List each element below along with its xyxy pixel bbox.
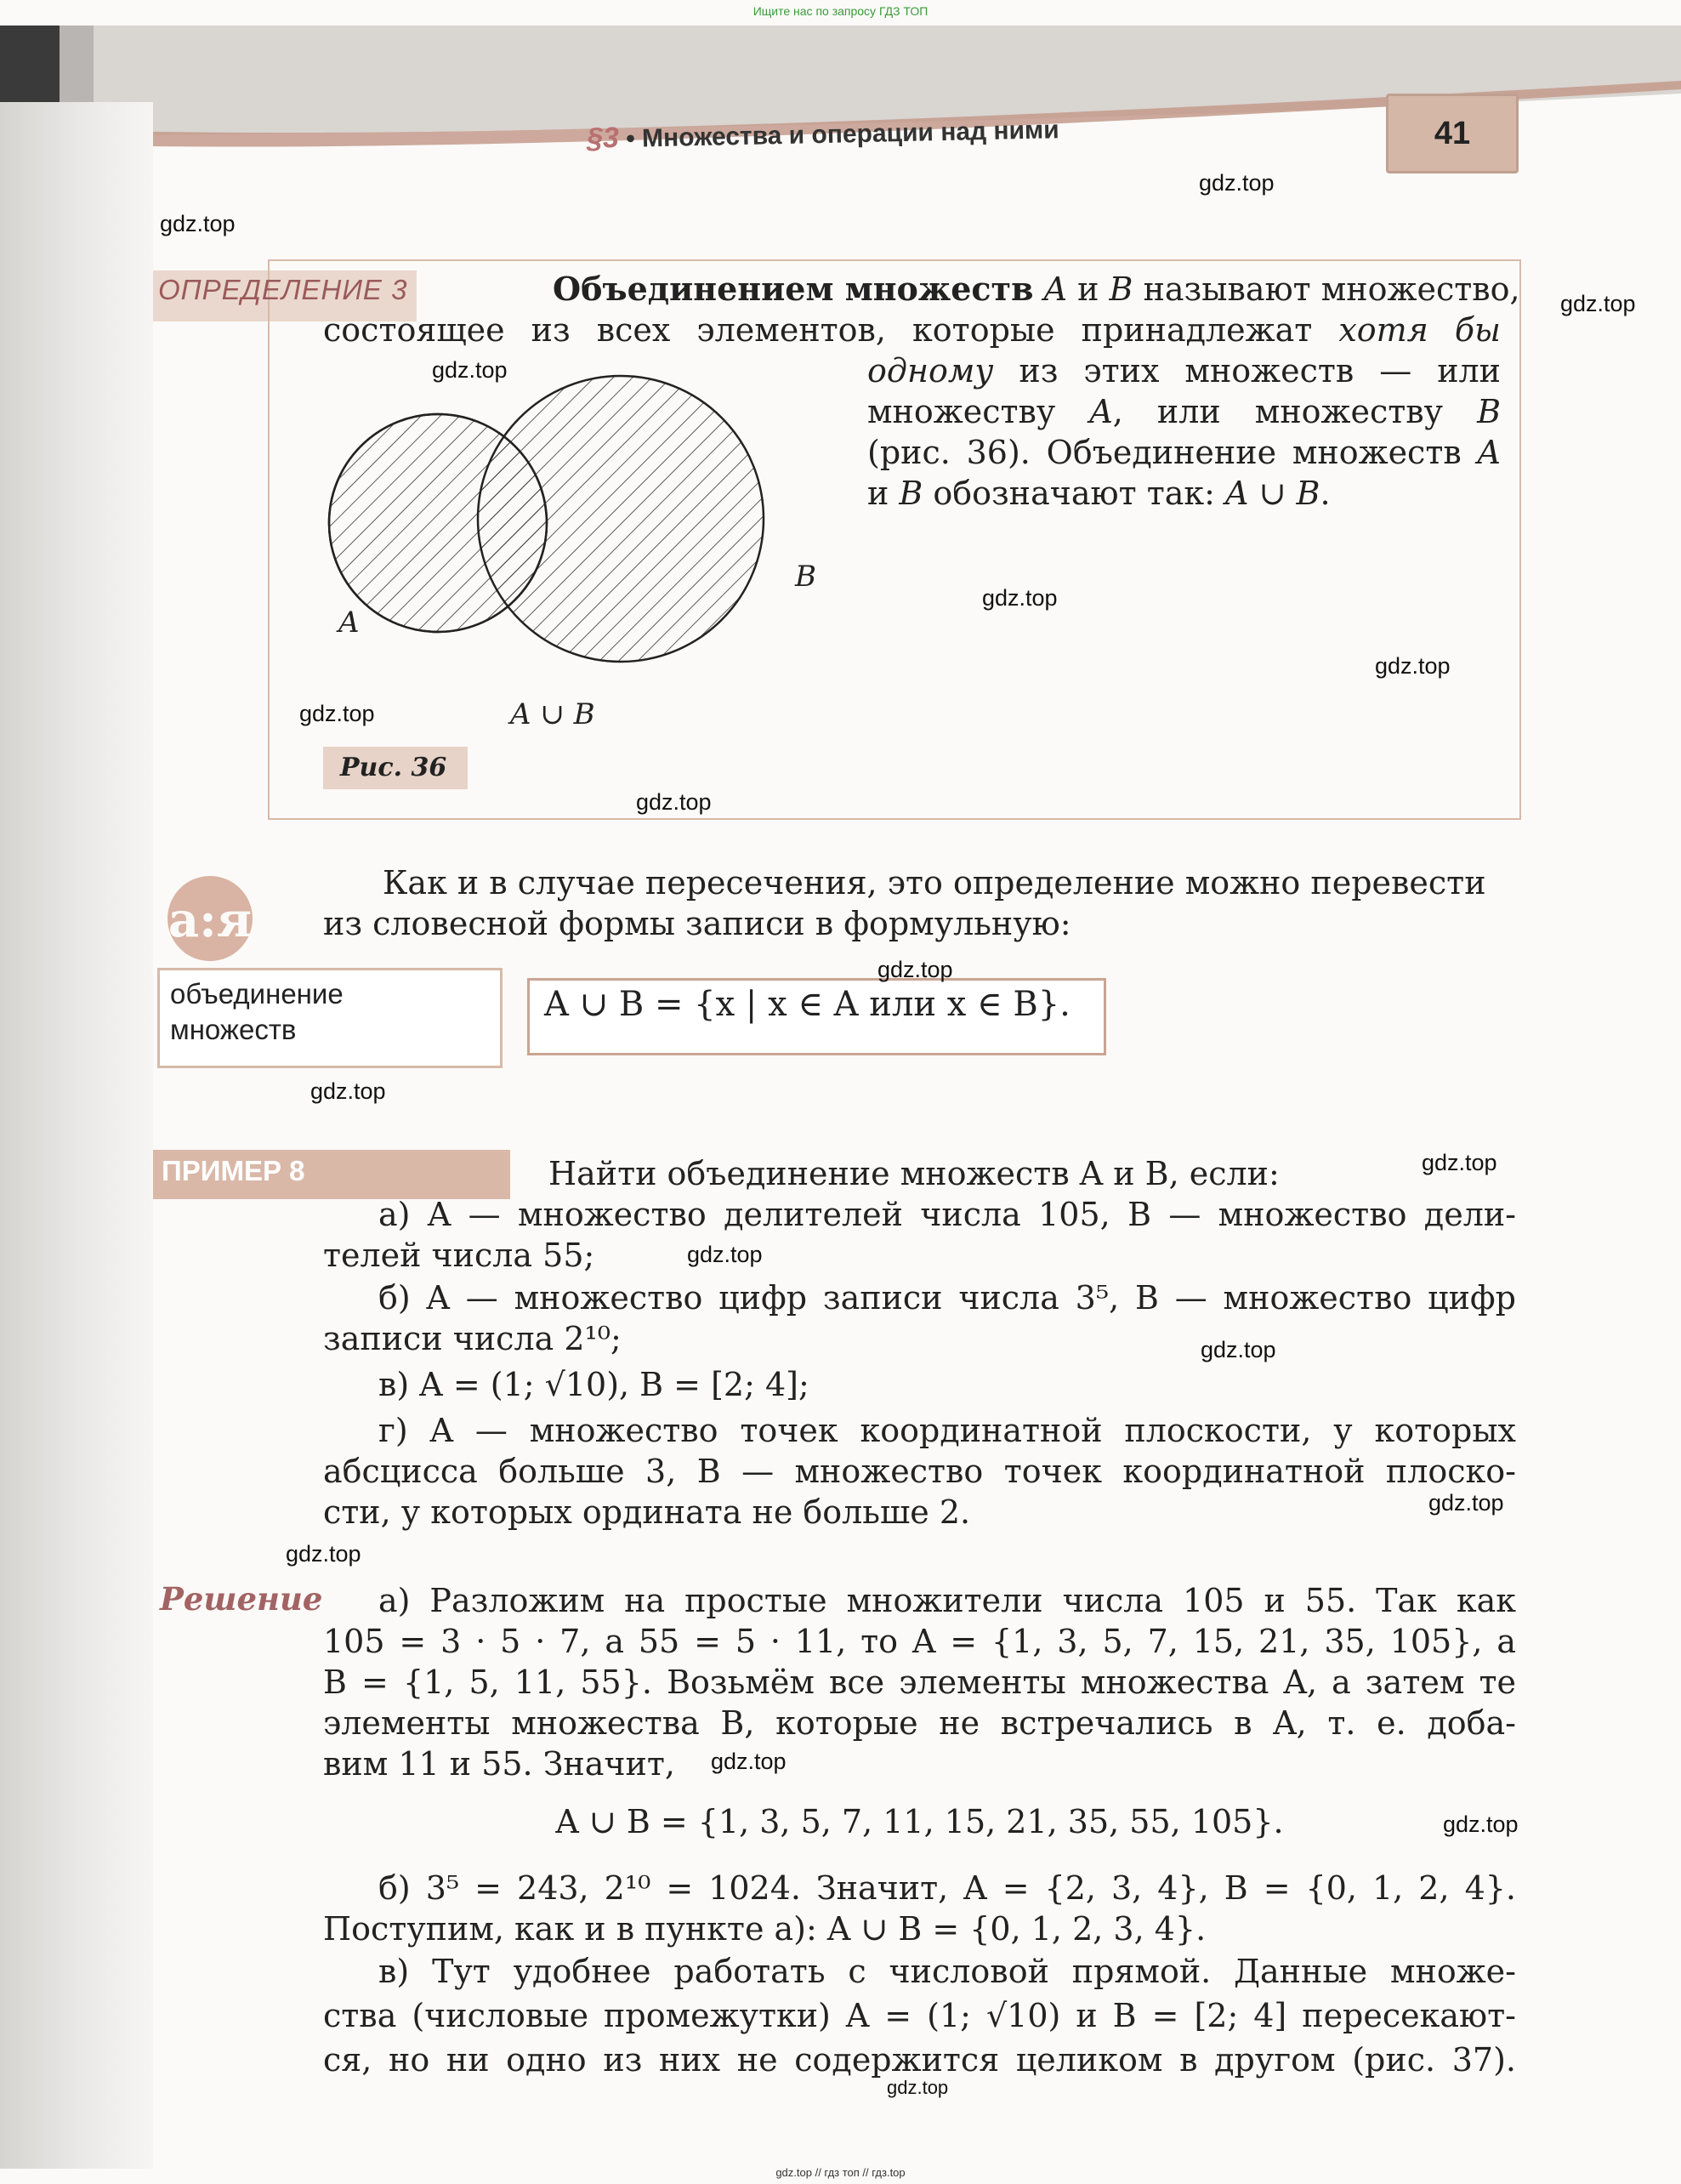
- definition-line-5: (рис. 36). Объединение множеств A: [867, 434, 1501, 471]
- solution-b-line-1: б) 3⁵ = 243, 2¹⁰ = 1024. Значит, A = {2, 3, 4}, B = {0, 1, 2, 4}.: [378, 1869, 1516, 1907]
- watermark: gdz.top: [1201, 1337, 1276, 1362]
- watermark: gdz.top: [687, 1242, 763, 1267]
- section-number: §3: [586, 122, 620, 155]
- definition-line-2: состоящее из всех элементов, которые принадлежат хотя бы: [323, 311, 1501, 349]
- definition-line-6: и B обозначают так: A ∪ B.: [867, 475, 1331, 512]
- bottom-note: gdz.top // гдз топ // гдз.top: [775, 2166, 906, 2179]
- watermark: gdz.top: [160, 211, 236, 236]
- example-task: Найти объединение множеств A и B, если:: [548, 1155, 1280, 1192]
- example-a-line-1: а) A — множество делителей числа 105, B — множество дели-: [378, 1196, 1516, 1233]
- example-b-line-1: б) A — множество цифр записи числа 3⁵, B — множество цифр: [378, 1279, 1516, 1317]
- watermark: gdz.top: [887, 2077, 949, 2098]
- solution-a-line-3: B = {1, 5, 11, 55}. Возьмём все элементы множества A, а затем те: [323, 1664, 1516, 1701]
- watermark: gdz.top: [432, 357, 508, 383]
- circle-b: [478, 376, 764, 662]
- watermark: gdz.top: [1422, 1150, 1497, 1175]
- example-v: в) A = (1; √10), B = [2; 4];: [378, 1366, 809, 1403]
- solution-label: Решение: [160, 1580, 323, 1618]
- definition-line-3: одному из этих множеств — или: [867, 352, 1501, 390]
- definition-label: ОПРЕДЕЛЕНИЕ 3: [158, 274, 408, 305]
- term-text: [170, 976, 344, 1048]
- intro-line-1: Как и в случае пересечения, это определение можно перевести: [383, 864, 1486, 901]
- union-caption: A ∪ B: [510, 697, 595, 731]
- definition-line-4: множеству A, или множеству B: [867, 393, 1502, 430]
- watermark: gdz.top: [1443, 1811, 1519, 1837]
- top-search-note: Ищите нас по запросу ГДЗ ТОП: [752, 4, 929, 18]
- watermark: gdz.top: [877, 957, 953, 982]
- watermark: gdz.top: [1428, 1490, 1504, 1516]
- solution-v-line-1: в) Тут удобнее работать с числовой прямой. Данные множе-: [378, 1953, 1516, 1990]
- watermark: gdz.top: [1199, 170, 1275, 196]
- venn-diagram-union: [306, 357, 833, 697]
- term-line-1: объединение: [170, 978, 344, 1010]
- solution-a-line-5: вим 11 и 55. Значит,: [323, 1745, 675, 1783]
- page-gutter-shade: [0, 102, 153, 2169]
- solution-b-line-2: Поступим, как и в пункте а): A ∪ B = {0, 1, 2, 3, 4}.: [323, 1910, 1207, 1948]
- figure-caption: Рис. 36: [323, 747, 468, 789]
- solution-a-line-1: а) Разложим на простые множители числа 105 и 55. Так как: [378, 1582, 1516, 1619]
- watermark: gdz.top: [711, 1749, 787, 1774]
- watermark: gdz.top: [310, 1078, 386, 1104]
- union-formula: A ∪ B = {x | x ∈ A или x ∈ B}.: [544, 985, 1071, 1024]
- term-line-2: множеств: [170, 1014, 297, 1045]
- watermark: gdz.top: [1560, 291, 1636, 316]
- page-number: 41: [1386, 94, 1519, 173]
- section-title: Множества и операции над ними: [641, 116, 1059, 153]
- solution-a-result: A ∪ B = {1, 3, 5, 7, 11, 15, 21, 35, 55, 105}.: [555, 1803, 1284, 1840]
- example-b-line-2: записи числа 2¹⁰;: [323, 1320, 622, 1357]
- svg-text:a:я: a:я: [168, 892, 253, 948]
- watermark: gdz.top: [982, 585, 1058, 611]
- solution-a-line-2: 105 = 3 · 5 · 7, а 55 = 5 · 11, то A = {1, 3, 5, 7, 15, 21, 35, 105}, а: [323, 1623, 1516, 1660]
- glossary-icon: [163, 872, 257, 965]
- watermark: gdz.top: [299, 701, 375, 726]
- set-a-label: A: [338, 606, 360, 640]
- watermark: gdz.top: [1375, 653, 1451, 679]
- example-label: ПРИМЕР 8: [162, 1155, 305, 1186]
- example-g-line-1: г) A — множество точек координатной плоскости, у которых: [378, 1412, 1516, 1449]
- example-g-line-2: абсцисса больше 3, B — множество точек координатной плоско-: [323, 1453, 1516, 1490]
- watermark: gdz.top: [286, 1541, 361, 1567]
- solution-a-line-4: элементы множества B, которые не встречались в A, т. е. доба-: [323, 1704, 1516, 1742]
- solution-v-line-2: ства (числовые промежутки) A = (1; √10) и B = [2; 4] пересекают-: [323, 1997, 1516, 2034]
- example-g-line-3: сти, у которых ордината не больше 2.: [323, 1493, 971, 1531]
- solution-v-line-3: ся, но ни одно из них не содержится целиком в другом (рис. 37).: [323, 2041, 1516, 2079]
- intro-line-2: из словесной формы записи в формульную:: [323, 905, 1071, 942]
- definition-line-1: Объединением множеств A и B называют множество,: [553, 270, 1520, 308]
- set-b-label: B: [795, 560, 816, 594]
- header-bullet: •: [625, 124, 636, 153]
- watermark: gdz.top: [636, 789, 712, 815]
- example-a-line-2: телей числа 55;: [323, 1237, 595, 1274]
